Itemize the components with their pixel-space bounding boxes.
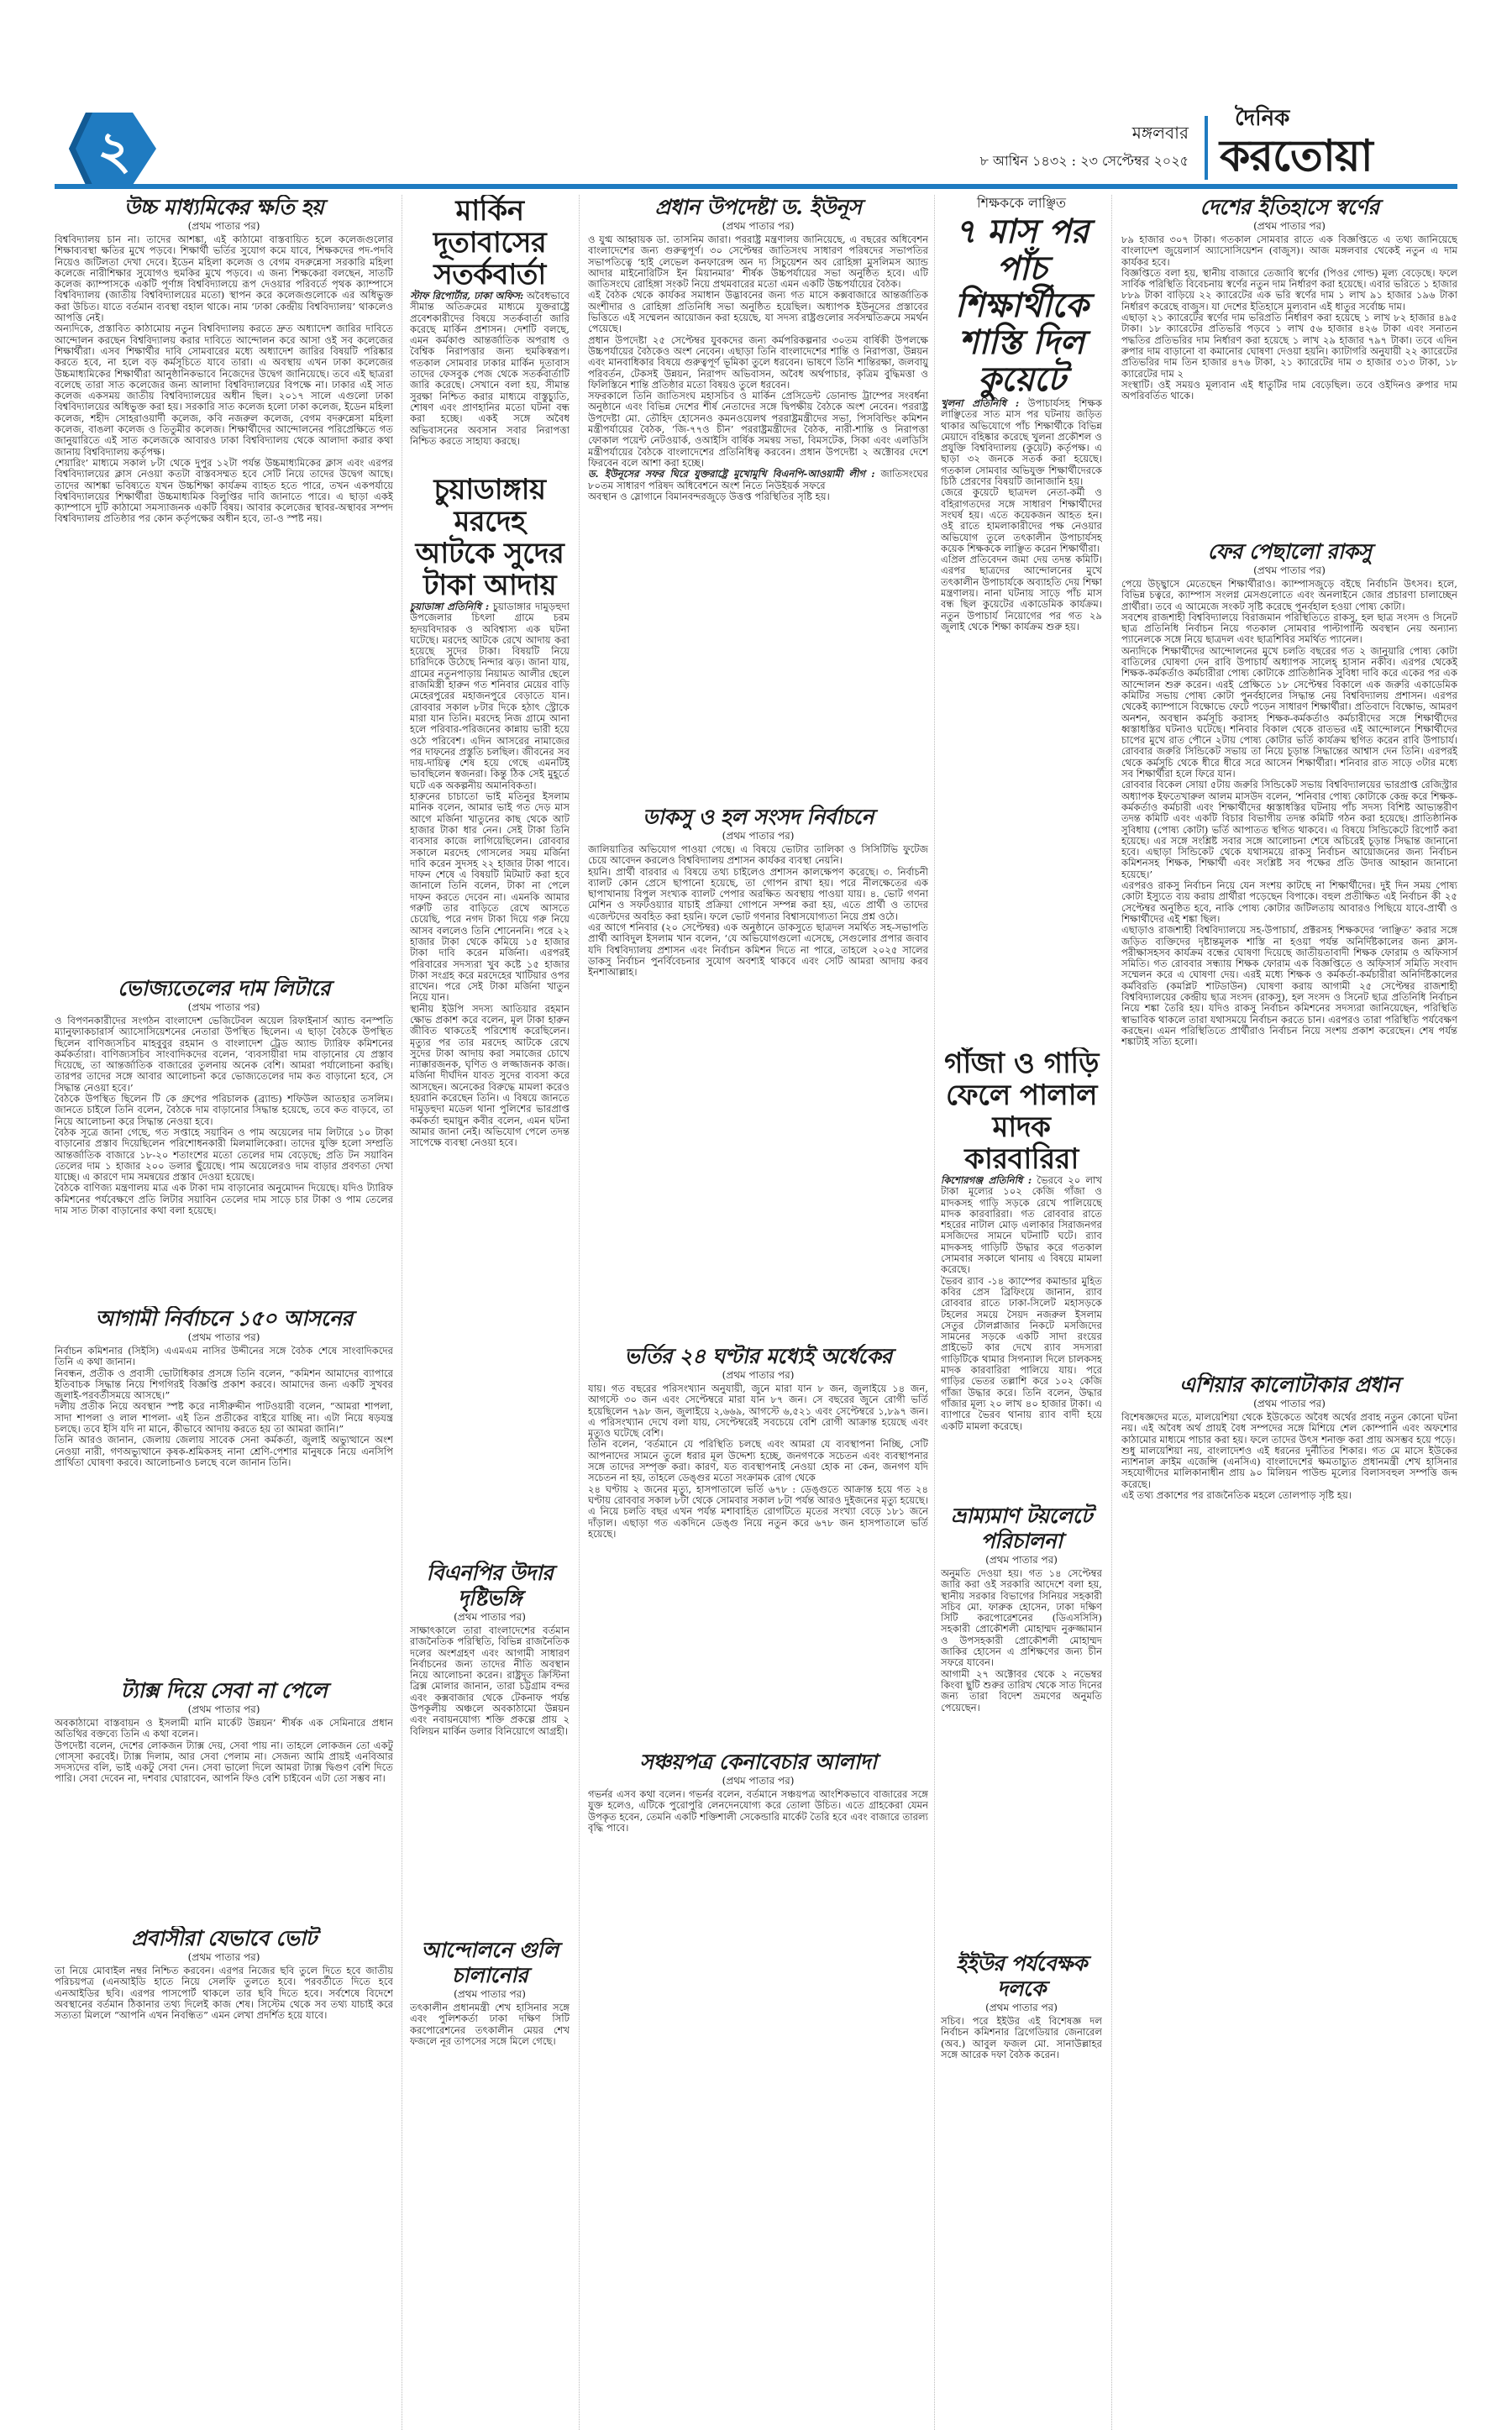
article-body bbox=[55, 1718, 393, 1785]
paragraph-text: এর আগে শনিবার (২০ সেপ্টেম্বর) এক অনুষ্ঠানে ডাকসুতে ছাত্রদল সমর্থিত সহ-সভাপতি প্রার্থী আবিদুল ইসলাম খান বলেন, ‘যে অভিযোগগুলো এসেছে, সেগুলোর প্রপার জবাব যদি বিশ্ববিদ্যালয় প্রশাসন এবং নির্বাচন কমিশন দিতে না পারে, তাহলে ২০২৫ সালের ডাকসু নির্বাচন পুনর্বিবেচনার সুযোগ অবশ্যই থাকবে এবং সেটি আমরা আদায় করব ইনশাআল্লাহ। bbox=[588, 921, 928, 979]
column-divider bbox=[1111, 195, 1112, 2430]
article-headline: আন্দোলনে গুলি চালানোর bbox=[421, 1938, 559, 1987]
continued-label: (প্রথম পাতার পর) bbox=[722, 220, 795, 232]
article-paragraph bbox=[941, 487, 1102, 554]
paragraph-text: তিনি বলেন, ‘বর্তমানে যে পরিস্থিতি চলছে এবং আমরা যে ব্যবস্থাপনা নিচ্ছি, সেটি আপনাদের সামনে তুলে ধরার মূল উদ্দেশ্য হচ্ছে, জনগণকে সচেতন এবং ব্যবস্থাপনার সঙ্গে তাদের সম্পৃক্ত করা। কারণ, যত ব্যবস্থাপনাই নেওয়া হোক না কেন, জনগণ যদি সচেতন না হয়, তাহলে ডেঙ্গুর মতো সংক্রামক রোগ থেকে bbox=[588, 1438, 928, 1484]
article-expat-voting bbox=[55, 1926, 393, 2430]
article-body bbox=[941, 1568, 1102, 1714]
article-paragraph bbox=[410, 1004, 570, 1149]
article-edible-oil bbox=[55, 976, 393, 1304]
article-paragraph bbox=[588, 234, 928, 290]
article-paragraph bbox=[410, 791, 570, 1004]
paragraph-text: তিনি আরও জানান, জেলায় জেলায় সাবেক সেনা কর্মকর্তা, জুলাই অভ্যুত্থানে অংশ নেওয়া নারী, গণঅভ্যুত্থানে কৃষক-শ্রমিকসহ নানা শ্রেণি-পেশার মানুষকে নিয়ে এনসিপি প্রার্থিতা ঘোষণা করবে। আলোচনাও চলছে বলে জানান তিনি। bbox=[55, 1434, 393, 1468]
paragraph-text: এই তথ্য প্রকাশের পর রাজনৈতিক মহলে তোলপাড় সৃষ্টি হয়। bbox=[1121, 1489, 1352, 1502]
article-mobile-toilet bbox=[941, 1504, 1102, 1949]
article-paragraph bbox=[55, 234, 393, 323]
article-paragraph bbox=[55, 323, 393, 458]
paragraph-text: এছাড়া ২১ ক্যারেটের স্বর্ণের দাম ভরিপ্রতি নির্ধারণ করা হয়েছে ১ লাখ ৮২ হাজার ৪৯৫ টাকা। ১৮ ক্যারেটের প্রতিভরি পড়বে ১ লাখ ৫৬ হাজার ৪২৬ টাকা এবং সনাতন পদ্ধতির প্রতিভরির দাম নির্ধারণ করা হয়েছে ১ লাখ ২৯ হাজার ৭৯৭ টাকা। তবে এদিন রুপার দাম বাড়ানো বা কমানোর ঘোষণা দেওয়া হয়নি। ক্যাটাগরি অনুযায়ী ২২ ক্যারেটের প্রতিভরির দাম তিন হাজার ৪৭৬ টাকা, ২১ ক্যারেটের দাম ৩ হাজার ৩১৩ টাকা, ১৮ ক্যারেটের দাম ২ bbox=[1121, 312, 1457, 380]
article-kicker: শিক্ষককে লাঞ্ছিত bbox=[977, 195, 1066, 211]
article-paragraph bbox=[55, 1183, 393, 1216]
article-paragraph bbox=[588, 922, 928, 978]
article-paragraph bbox=[1121, 779, 1457, 880]
paragraph-text: জাতিসংঘের ৮০তম সাধারণ পরিষদ অধিবেশনে অংশ নিতে নিউইয়র্ক সফরে bbox=[588, 468, 928, 491]
article-paragraph bbox=[1121, 1446, 1457, 1490]
article-paragraph bbox=[941, 1175, 1102, 1276]
paragraph-text: ভৈরবে ২০ লাখ টাকা মূল্যের ১০২ কেজি গাঁজা ও মাদকসহ গাড়ি সড়কে রেখে পালিয়েছে মাদক কারবারিরা। গত রোববার রাতে শহরের নাটাল মোড় এলাকার সিরাজনগর মসজিদের সামনে ঘটনাটি ঘটে। র‍্যাব মাদকসহ গাড়িটি উদ্ধার করে গতকাল সোমবার সকালে থানায় এ বিষয়ে মামলা করেছে। bbox=[941, 1174, 1102, 1276]
article-paragraph bbox=[1121, 312, 1457, 380]
continued-label: (প্রথম পাতার পর) bbox=[454, 1611, 526, 1623]
paragraph-text: অবকাঠামো বাস্তবায়ন ও ইসলামী মানি মার্কেট উন্নয়ন’ শীর্ষক এক সেমিনারে প্রধান অতিথির বক্তব্যে তিনি এ কথা বলেন। bbox=[55, 1717, 393, 1740]
article-byline: চুয়াডাঙ্গা প্রতিনিধি : bbox=[410, 601, 490, 612]
article-paragraph bbox=[1121, 612, 1457, 646]
article-headline: দেশের ইতিহাসে স্বর্ণের bbox=[1200, 195, 1379, 219]
article-paragraph bbox=[55, 458, 393, 525]
page-number-badge bbox=[67, 111, 158, 186]
article-subhead: ড. ইউনূসের সফর ঘিরে যুক্তরাষ্ট্রে মুখোমুখি বিএনপি-আওয়ামী লীগ : bbox=[588, 468, 875, 480]
article-body bbox=[941, 398, 1102, 632]
article-paragraph bbox=[410, 1625, 570, 1737]
article-chief-adviser bbox=[588, 195, 928, 801]
article-paragraph bbox=[1121, 268, 1457, 312]
article-paragraph bbox=[55, 1435, 393, 1468]
article-dengue bbox=[588, 1344, 928, 1747]
article-body bbox=[1121, 234, 1457, 402]
article-headline: আগামী নির্বাচনে ১৫০ আসনের bbox=[95, 1306, 353, 1330]
article-body bbox=[588, 234, 928, 502]
article-paragraph bbox=[1121, 646, 1457, 780]
paragraph-text: শেয়ারিং’ মাধ্যমে সকাল ৮টা থেকে দুপুর ১২টা পর্যন্ত উচ্চমাধ্যমিকের ক্লাস এবং এরপর বিশ্ববিদ্যালয়ের ক্লাস নেওয়া কতটা বাস্তবসম্মত হবে সেটি নিয়ে তাদের উদ্বেগ আছে। তাদের আশঙ্কা ভবিষ্যতে যখন উচ্চশিক্ষা কার্যক্রম ব্যাহত হতে পারে, তখন একপর্যায়ে বিশ্ববিদ্যালয়ের শিক্ষার্থীরা উচ্চমাধ্যমিক বিলুপ্তির দাবি জানাতে পারে। এ ছাড়া একই ক্যাম্পাসে দুটি কাঠামো সমস্যাজনক একটি বিষয়। আবার কলেজের স্থাবর-অস্থাবর সম্পদ বিশ্ববিদ্যালয় প্রতিষ্ঠার পর কোন কর্তৃপক্ষের অধীন হবে, তা-ও স্পষ্ট নয়। bbox=[55, 456, 393, 525]
continued-label: (প্রথম পাতার পর) bbox=[722, 1369, 795, 1381]
article-body bbox=[55, 1016, 393, 1216]
article-paragraph bbox=[55, 1016, 393, 1094]
continued-label: (প্রথম পাতার পর) bbox=[1253, 564, 1326, 576]
masthead-title: করতোয়া bbox=[1220, 131, 1373, 181]
paragraph-text: প্রধান উপদেষ্টা ২৫ সেপ্টেম্বর যুবকদের জন্য কর্মপরিকল্পনার ৩০তম বার্ষিকী উপলক্ষে উচ্চপর্যায়ের বৈঠকেও অংশ নেবেন। এছাড়া তিনি বাংলাদেশের শান্তি ও নিরাপত্তা, উন্নয়ন এবং মানবাধিকার বিষয়ে গুরুত্বপূর্ণ ভূমিকা তুলে ধরবেন। ভাষণে তিনি শান্তিরক্ষা, জলবায়ু পরিবর্তন, টেকসই উন্নয়ন, নিরাপদ অভিবাসন, অবৈধ অর্থপাচার, কৃত্রিম বুদ্ধিমত্তা ও ফিলিস্তিনে শান্তি প্রতিষ্ঠার মতো বিষয়ও তুলে ধরবেন। bbox=[588, 333, 928, 391]
article-paragraph bbox=[588, 844, 928, 867]
paragraph-text: সফরকালে তিনি জাতিসংঘ মহাসচিব ও মার্কিন প্রেসিডেন্ট ডোনাল্ড ট্রাম্পের সংবর্ধনা অনুষ্ঠানে এবং বিভিন্ন দেশের শীর্ষ নেতাদের সঙ্গে দ্বিপক্ষীয় বৈঠকে অংশ নেবেন। পররাষ্ট্র উপদেষ্টা মো. তৌহিদ হোসেনও কমনওয়েলথ পররাষ্ট্রমন্ত্রীদের সভা, পিসবিল্ডিং কমিশন মন্ত্রীপর্যায়ের বৈঠক, ‘জি-৭৭ও চীন’ পররাষ্ট্রমন্ত্রীদের বৈঠক, নারী-শান্তি ও নিরাপত্তা ফোকাল পয়েন্ট নেটওয়ার্ক, ওআইসি বার্ষিক সমন্বয় সভা, বিমসটেক, সিকা এবং এলডিসি মন্ত্রীপর্যায়ের বৈঠকে বাংলাদেশের প্রতিনিধিত্ব করবেন। প্রধান উপদেষ্টা ২ অক্টোবর দেশে ফিরবেন বলে আশা করা হচ্ছে। bbox=[588, 390, 928, 469]
article-body bbox=[588, 1383, 928, 1540]
article-headline: ভোজ্যতেলের দাম লিটারে bbox=[118, 976, 330, 1000]
article-paragraph bbox=[588, 335, 928, 391]
article-body bbox=[941, 2016, 1102, 2060]
article-paragraph bbox=[1121, 880, 1457, 925]
article-headline: ফের পেছালো রাকসু bbox=[1207, 539, 1372, 564]
article-kuet bbox=[941, 195, 1102, 1045]
article-headline: গাঁজা ও গাড়ি ফেলে পালাল মাদক কারবারিরা bbox=[944, 1047, 1099, 1176]
paragraph-text: গভর্নর এসব কথা বলেন। গভর্নর বলেন, বর্তমানে সঞ্চয়পত্র আংশিকভাবে বাজারের সঙ্গে যুক্ত হলেও, এটিকে পুরোপুরি লেনদেনযোগ্য করে তোলা উচিত। এতে গ্রাহকেরা যেমন উপকৃত হবেন, তেমনি একটি শক্তিশালী সেকেন্ডারি মার্কেট তৈরি হবে এবং বাজারে তারল্য বৃদ্ধি পাবে। bbox=[588, 1788, 928, 1834]
paragraph-text: এই বৈঠক থেকে কার্যকর সমাধান উদ্ভাবনের জন্য গত মাসে কক্সবাজারে আন্তর্জাতিক অংশীদার ও রোহিঙ্গা প্রতিনিধি সভা অনুষ্ঠিত হয়েছিল। অধ্যাপক ইউনূসের প্রস্তাবের ভিত্তিতে এই সম্মেলন আয়োজন করা হয়েছে, যা সদস্য রাষ্ট্রগুলোর সর্বসম্মতিক্রমে সমর্থন পেয়েছে। bbox=[588, 289, 928, 335]
continued-label: (প্রথম পাতার পর) bbox=[722, 1775, 795, 1787]
paragraph-text: তৎকালীন প্রধানমন্ত্রী শেখ হাসিনার সঙ্গে এবং পুলিশকর্তা ঢাকা দক্ষিণ সিটি করপোরেশনের তৎকালীন মেয়র শেখ ফজলে নূর তাপসের সঙ্গে মিলে গেছে। bbox=[410, 2002, 570, 2047]
article-us-embassy bbox=[410, 195, 570, 472]
hexagon-page-icon bbox=[67, 111, 158, 186]
paragraph-text: উপদেষ্টা বলেন, দেশের লোকজন ট্যাক্স দেয়, সেবা পায় না। তাহলে লোকজন তো একটু গোস্সা করবেই। ট্যাক্স দিলাম, আর সেবা পেলাম না। সেজন্য আমি প্রায়ই এনবিআর সদস্যদের বলি, ভাই একটু সেবা দেন। সেবা ভালো দিলে আমরা ট্যাক্স দ্বিগুণ বেশি দিতে পারি। সেবা দেবেন না, দশবার ঘোরাবেন, আপনি ফিও বেশি চাইবেন এটা তো সম্ভব না। bbox=[55, 1739, 393, 1785]
svg-text:২: ২ bbox=[97, 119, 132, 181]
paragraph-text: রোববার বিকেল সোয়া ৫টায় জরুরি সিন্ডিকেট সভায় বিশ্ববিদ্যালয়ের ভারপ্রাপ্ত রেজিস্ট্রার অধ্যাপক ইফতেখারুল আলম মাসউদ বলেন, ‘শনিবার পোষ্য কোটাকে কেন্দ্র করে শিক্ষক-কর্মকর্তাও কর্মচারী এবং শিক্ষার্থীদের ধ্বস্তাধস্তির ঘটনায় পাঁচ সদস্য বিশিষ্ট আভ্যন্তরীণ তদন্ত কমিটি এবং একটি বিচার বিভাগীয় তদন্ত কমিটি গঠন করা হয়েছে। প্রাতিষ্ঠানিক সুবিধায় (পোষ্য কোটা) ভর্তি আপাতত স্থগিত থাকবে। এ বিষয়ে সিন্ডিকেটে রিপোর্ট করা হয়েছে। এর সঙ্গে সংশ্লিষ্ট সবার সঙ্গে আলোচনা শেষে অচিরেই চূড়ান্ত সিদ্ধান্ত জানানো হবে। এছাড়া সিন্ডিকেট থেকে যথাসময়ে রাকসু নির্বাচন আয়োজনের জন্য নির্বাচন কমিশনসহ শিক্ষক, শিক্ষার্থী এবং সংশ্লিষ্ট সব পক্ষের প্রতি উদাত্ত আহ্বান জানানো হয়েছে।’ bbox=[1121, 779, 1457, 880]
weekday: মঙ্গলবার bbox=[1131, 123, 1189, 143]
paragraph-text: এছাড়াও রাজশাহী বিশ্ববিদ্যালয়ে সহ-উপাচার্য, প্রক্টরসহ শিক্ষকদের ‘লাঞ্ছিত’ করার সঙ্গে জড়িত ব্যক্তিদের দৃষ্টান্তমূলক শাস্তি না হওয়া পর্যন্ত অনির্দিষ্টকালের জন্য ক্লাস-পরীক্ষাসহসব কার্যক্রম বন্ধের ঘোষণা দিয়েছে জাতীয়তাবাদী শিক্ষক ফোরাম ও অফিসার্স সমিতি। গত রোববার সন্ধ্যায় শিক্ষক ফোরাম এক বিজ্ঞপ্তিতে ও অফিসার্স সমিতি সংবাদ সম্মেলন করে এ ঘোষণা দেয়। এরই মধ্যে শিক্ষক ও কর্মকর্তা-কর্মচারীরা অনির্দিষ্টকালের কর্মবিরতি (কমপ্লিট শাটডাউন) ঘোষণা করায় আগামী ২৫ সেপ্টেম্বর রাজশাহী বিশ্ববিদ্যালয়ের কেন্দ্রীয় ছাত্র সংসদ (রাকসু), হল সংসদ ও সিনেট ছাত্র প্রতিনিধি নির্বাচন নিয়ে শঙ্কা তৈরি হয়। যদিও রাকসু নির্বাচন কমিশনের সদস্যরা জানিয়েছেন, পরিস্থিতি স্বাভাবিক থাকলে তারা যথাসময়ে নির্বাচন করতে চান। এরপরও তারা পরিস্থিতি পর্যবেক্ষণ করছেন। এমন পরিস্থিতিতে প্রার্থীরাও নির্বাচন নিয়ে সংশয় প্রকাশ করেছেন। শেষ পর্যন্ত শঙ্কাটাই সত্যি হলো। bbox=[1121, 924, 1457, 1048]
paragraph-text: ও বিপণনকারীদের সংগঠন বাংলাদেশ ভেজিটেবল অয়েল রিফাইনার্স অ্যান্ড বনস্পতি ম্যানুফ্যাকচারার্স অ্যাসোসিয়েশনের নেতারা উপস্থিত ছিলেন। এ ছাড়া বৈঠকে উপস্থিত ছিলেন বাণিজ্যসচিব মাহবুবুর রহমান ও বাংলাদেশ ট্রেড অ্যান্ড ট্যারিফ কমিশনের কর্মকর্তারা। বাণিজ্যসচিব সাংবাদিকদের বলেন, ‘ব্যবসায়ীরা দাম বাড়ানোর যে প্রস্তাব দিয়েছে, তা আন্তর্জাতিক বাজারের তুলনায় অনেক বেশি। আমরা পর্যালোচনা করছি। তারপর তাদের সঙ্গে আবার আলোচনা করে ভোজ্যতেলের দাম কত বাড়ানো হবে, সে সিদ্ধান্ত নেওয়া হবে।’ bbox=[55, 1015, 393, 1094]
article-body bbox=[410, 291, 570, 447]
article-higher-secondary bbox=[55, 195, 393, 974]
article-body bbox=[55, 1966, 393, 2021]
continued-label: (প্রথম পাতার পর) bbox=[187, 1703, 260, 1715]
paragraph-text: দলীয় প্রতীক নিয়ে অবস্থান স্পষ্ট করে নাসীরুদ্দীন পাটওয়ারী বলেন, “আমরা শাপলা, সাদা শাপলা ও লাল শাপলা- এই তিন প্রতীকের বাইরে যাচ্ছি না। এটা নিয়ে ষড়যন্ত্র চলছে। তবে ইসি যদি না মানে, কীভাবে আদায় করতে হয় তা আমরা জানি।” bbox=[55, 1400, 393, 1435]
paragraph-text: হারুনের চাচাতো ভাই মতিনুর ইসলাম মানিক বলেন, আমার ভাই গত দেড় মাস আগে মর্জিনা খাতুনের কাছ থেকে আট হাজার টাকা ধার নেন। সেই টাকা তিনি ব্যবসার কাজে লাগিয়েছিলেন। রোববার সকালে মরদেহ গোসলের সময় মর্জিনা দাবি করেন সুদসহ ২২ হাজার টাকা পাবে। দাফন শেষে এ বিষয়টি মিটমাট করা হবে জানালে তিনি বলেন, টাকা না পেলে দাফন করতে দেবেন না। এমনকি আমার গরুটি তার বাড়িতে রেখে আসতে চেয়েছি, পরে নগদ টাকা দিয়ে গরু নিয়ে আসব বললেও তিনি শোনেননি। পরে ২২ হাজার টাকা থেকে কমিয়ে ১৫ হাজার টাকা দাবি করেন মর্জিনা। এরপরই পরিবারের সদস্যরা খুব কষ্টে ১৫ হাজার টাকা সংগ্রহ করে মরদেহের খাটিয়ার ওপর রাখেন। পরে সেই টাকা মর্জিনা খাতুন নিয়ে যান। bbox=[410, 790, 570, 1004]
paragraph-text: সাক্ষাৎকালে তারা বাংলাদেশের বর্তমান রাজনৈতিক পরিস্থিতি, বিভিন্ন রাজনৈতিক দলের অংশগ্রহণ এবং আগামী সাধারণ নির্বাচনের জন্য তাদের নীতি অবস্থান নিয়ে আলোচনা করেন। রাষ্ট্রদূত ক্রিস্টিনা ব্রিক্স মোলার জানান, তারা চট্টগ্রাম বন্দর এবং কক্সবাজার থেকে টেকনাফ পর্যন্ত উপকূলীয় অঞ্চলে অবকাঠামো উন্নয়ন এবং নবায়নযোগ্য শক্তি প্রকল্পে প্রায় ২ বিলিয়ন মার্কিন ডলার বিনিয়োগে আগ্রহী। bbox=[410, 1624, 570, 1737]
article-paragraph bbox=[588, 1789, 928, 1834]
paragraph-text: জালিয়াতির অভিযোগ পাওয়া গেছে। এ বিষয়ে ভোটার তালিকা ও সিসিটিভি ফুটেজ চেয়ে আবেদন করলেও বিশ্ববিদ্যালয় প্রশাসন কার্যকর ব্যবস্থা নেয়নি। bbox=[588, 843, 928, 867]
paragraph-text: শুধু মালয়েশিয়া নয়, বাংলাদেশও এই ধরনের দুর্নীতির শিকার। গত মে মাসে ইউকের ন্যাশনাল ক্রাইম এজেন্সি (এনসিএ) বাংলাদেশের ক্ষমতাচ্যুত প্রধানমন্ত্রী শেখ হাসিনার সহযোগীদের মালিকানাধীন প্রায় ৯০ মিলিয়ন পাউন্ড মূল্যের বিলাসবহুল সম্পত্তি জব্দ করেছে। bbox=[1121, 1444, 1457, 1490]
paragraph-text: চুয়াডাঙ্গার দামুড়হুদা উপজেলার চিৎলা গ্রামে চরম হৃদয়বিদারক ও অবিশ্বাস্য এক ঘটনা ঘটেছে। মরদেহ আটকে রেখে আদায় করা হয়েছে সুদের টাকা। বিষয়টি নিয়ে চারিদিকে উঠেছে নিন্দার ঝড়। জানা যায়, গ্রামের নতুনপাড়ায় নিয়ামত আলীর ছেলে রাজমিস্ত্রী হারুন গত শনিবার মেয়ের বাড়ি মেহেরপুরের মহাজনপুরে বেড়াতে যান। রোববার সকাল ৮টার দিকে হঠাৎ স্ট্রোকে মারা যান তিনি। মরদেহ নিজ গ্রামে আনা হলে পরিবার-পরিজনের কান্নায় ভারী হয়ে ওঠে পরিবেশ। এদিন আসরের নামাজের পর দাফনের প্রস্তুতি চলছিল। জীবনের সব দায়-দায়িত্ব শেষ হয়ে গেছে এমনটিই ভাবছিলেন স্বজনরা। কিন্তু ঠিক সেই মুহূর্তে ঘটে এক অকল্পনীয় অমানবিকতা। bbox=[410, 601, 570, 791]
paragraph-text: স্থানীয় ইউপি সদস্য আতিয়ার রহমান ক্ষোভ প্রকাশ করে বলেন, মূল টাকা হারুন জীবিত থাকতেই পরিশোধ করেছিলেন। মৃত্যুর পর তার মরদেহ আটকে রেখে সুদের টাকা আদায় করা সমাজের চোখে ন্যাক্কারজনক, ঘৃণিত ও লজ্জাজনক কাজ। মর্জিনা দীর্ঘদিন যাবত সুদের ব্যবসা করে আসছেন। অনেকের বিরুদ্ধে মামলা করেও হয়রানি করেছেন তিনি। এ বিষয়ে জানতে দামুড়হুদা মডেল থানা পুলিশের ভারপ্রাপ্ত কর্মকর্তা হুমায়ুন কবীর বলেন, এমন ঘটনা আমার জানা নেই। অভিযোগ পেলে তদন্ত সাপেক্ষে ব্যবস্থা নেওয়া হবে। bbox=[410, 1002, 570, 1149]
paragraph-text: যায়। গত বছরের পরিসংখ্যান অনুযায়ী, জুনে মারা যান ৮ জন, জুলাইয়ে ১৪ জন, আগস্টে ৩০ জন এবং সেপ্টেম্বরে মারা যান ৮৭ জন। সে বছরের জুনে রোগী ভর্তি হয়েছিলেন ৭৯৮ জন, জুলাইয়ে ২,৬৬৯, আগস্টে ৬,৫২১ এবং সেপ্টেম্বরে ১,৮৯৭ জন। এ পরিসংখ্যান দেখে বলা যায়, সেপ্টেম্বরেই সবচেয়ে বেশি রোগী আক্রান্ত হয়েছে এবং মৃত্যুও ঘটেছে বেশি। bbox=[588, 1383, 928, 1440]
paragraph-text: ৮৯ হাজার ৩০৭ টাকা। গতকাল সোমবার রাতে এক বিজ্ঞপ্তিতে এ তথ্য জানিয়েছে বাংলাদেশ জুয়েলার্স অ্যাসোসিয়েশন (বাজুস)। আজ মঙ্গলবার থেকেই নতুন এ দাম কার্যকর হবে। bbox=[1121, 234, 1457, 268]
paragraph-text: ও যুগ্ম আহ্বায়ক ডা. তাসনিম জারা। পররাষ্ট্র মন্ত্রণালয় জানিয়েছে, এ বছরের অধিবেশন বাংলাদেশের জন্য গুরুত্বপূর্ণ। ৩০ সেপ্টেম্বর জাতিসংঘ সাধারণ পরিষদের সভাপতির সভাপতিত্বে ‘হাই লেভেল কনফারেন্স অন দ্য সিচুয়েশন অব রোহিঙ্গা মুসলিমস অ্যান্ড আদার মাইনোরিটিস ইন মিয়ানমার’ শীর্ষক উচ্চপর্যায়ের সভা অনুষ্ঠিত হবে। এটি জাতিসংঘে রোহিঙ্গা সংকট নিয়ে প্রথমবারের মতো এমন একটি উচ্চপর্যায়ের বৈঠক। bbox=[588, 234, 928, 291]
article-headline: ভ্রাম্যমাণ টয়লেটে পরিচালনা bbox=[951, 1504, 1092, 1553]
paragraph-text: এরপরও রাকসু নির্বাচন নিয়ে যেন সংশয় কাটছে না শিক্ষার্থীদের। দুই দিন সময় পোষ্য কোটা ইস্যুতে ব্যয় করায় প্রার্থীরা পড়েছেন বিপাকে। বহুল প্রতীক্ষিত এই নির্বাচন কী ২৫ সেপ্টেম্বর অনুষ্ঠিত হবে, নাকি পোষ্য কোটার জটিলতায় আবারও পিছিয়ে যাবে-প্রার্থী ও শিক্ষার্থীদের এই শঙ্কা ছিল। bbox=[1121, 879, 1457, 925]
article-cannabis-seizure bbox=[941, 1047, 1102, 1501]
paragraph-text: বিশ্ববিদ্যালয় চান না। তাদের আশঙ্কা, এই কাঠামো বাস্তবায়িত হলে কলেজগুলোর শিক্ষাব্যবস্থা ক্ষতির মুখে পড়বে। শিক্ষার্থী ভর্তির সুযোগ কমে যাবে, শিক্ষকদের পদ-পদবি নিয়েও জটিলতা দেখা দেবে। ইডেন মহিলা কলেজ ও বেগম বদরুন্নেসা সরকারি মহিলা কলেজে নারীশিক্ষার সুযোগও হুমকির মুখে পড়বে। এ জন্য শিক্ষকেরা বলছেন, সাতটি কলেজ ক্যাম্পাসকে একটি পূর্ণাঙ্গ বিশ্ববিদ্যালয়ে রূপ দেওয়ার পরিবর্তে পৃথক ক্যাম্পাসে বিশ্ববিদ্যালয় (জাতীয় বিশ্ববিদ্যালয়ের মতো) স্থাপন করে কলেজগুলোকে এর অধিভুক্ত করা উচিত। যাতে বর্তমান ব্যবস্থা বহাল থাকে। নাম ‘ঢাকা কেন্দ্রীয় বিশ্ববিদ্যালয়’ থাকলেও আপত্তি নেই। bbox=[55, 234, 393, 324]
article-chuadanga bbox=[410, 474, 570, 1557]
paragraph-text: সংস্থাটি। ওই সময়ও মূল্যবান এই ধাতুটির দাম বেড়েছিল। তবে ওইদিনও রুপার দাম অপরিবর্তিত থাকে। bbox=[1121, 378, 1457, 402]
paragraph-text: জেরে কুয়েটে ছাত্রদল নেতা-কর্মী ও বহিরাগতদের সঙ্গে সাধারণ শিক্ষার্থীদের সংঘর্ষ হয়। এতে কয়েকজন আহত হন। ওই রাতে হামলাকারীদের পক্ষ নেওয়ার অভিযোগ তুলে তৎকালীন উপাচার্যসহ কয়েক শিক্ষককে লাঞ্ছিত করেন শিক্ষার্থীরা। bbox=[941, 486, 1102, 554]
article-body bbox=[410, 2002, 570, 2047]
article-body bbox=[588, 844, 928, 979]
article-paragraph bbox=[55, 1094, 393, 1127]
article-paragraph bbox=[1121, 380, 1457, 402]
article-headline: বিএনপির উদার দৃষ্টিভঙ্গি bbox=[426, 1561, 554, 1610]
article-paragraph: অবস্থান ও স্লোগানে বিমানবন্দরজুড়ে উত্তপ্ত পরিস্থিতির সৃষ্টি হয়। bbox=[588, 490, 830, 502]
article-eu-observers bbox=[941, 1951, 1102, 2430]
paragraph-text: বৈঠকে উপস্থিত ছিলেন টি কে গ্রুপের পরিচালক (ব্র্যান্ড) শফিউল আতহার তসলিম। জানতে চাইলে তিনি বলেন, বৈঠকে দাম বাড়ানোর সিদ্ধান্ত হয়েছে, তবে কত বাড়বে, তা নিয়ে আলোচনা করে সিদ্ধান্ত নেওয়া হবে। bbox=[55, 1093, 393, 1127]
article-paragraph bbox=[55, 1401, 393, 1435]
article-bnp bbox=[410, 1561, 570, 1934]
article-paragraph bbox=[588, 1383, 928, 1439]
column-divider bbox=[579, 195, 580, 2430]
masthead bbox=[1220, 106, 1373, 181]
paragraph-text: অন্যদিকে শিক্ষার্থীদের আন্দোলনের মুখে চলতি বছরের গত ২ জানুয়ারি পোষ্য কোটা বাতিলের ঘোষণা দেন রাবি উপাচার্য অধ্যাপক সালেহ্ হাসান নকীব। এরপর থেকেই শিক্ষক-কর্মকর্তাও কর্মচারীরা পোষ্য কোটাকে প্রাতিষ্ঠানিক সুবিধা দাবি করে একের পর এক আন্দোলন শুরু করেন। এরই প্রেক্ষিতে ১৮ সেপ্টেম্বর বিকালে এক জরুরি একাডেমিক কমিটির সভায় পোষ্য কোটা পুনর্বহালের সিদ্ধান্ত নেয় বিশ্ববিদ্যালয় প্রশাসন। এরপর থেকেই ক্যাম্পাসে বিক্ষোভে ফেটে পড়েন সাধারণ শিক্ষার্থীরা। প্রতিবাদে বিক্ষোভ, আমরণ অনশন, অবস্থান কর্মসূচি করাসহ শিক্ষক-কর্মকর্তাও কর্মচারীদের সঙ্গে শিক্ষার্থীদের ধ্বস্তাধস্তির ঘটনাও ঘটেছে। শনিবার বিকাল থেকে রাতভর এই আন্দোলনে শিক্ষার্থীদের চাপের মুখে রাত পৌনে ২টায় পোষ্য কোটার ভর্তি কার্যক্রম স্থগিত করেন রাবি উপাচার্য। রোববার জরুরি সিন্ডিকেট সভায় তা নিয়ে চূড়ান্ত সিদ্ধান্তের আশ্বাস দেন তিনি। এরপরই থেকে কর্মসূচি থেকে ধীরে ধীরে সরে আসেন শিক্ষার্থীরা। শনিবার রাত সাড়ে ৩টার মধ্যে সব শিক্ষার্থীরা হলে ফিরে যান। bbox=[1121, 644, 1457, 780]
article-body bbox=[55, 234, 393, 525]
paragraph-text: বৈঠক সূত্রে জানা গেছে, গত সপ্তাহে সয়াবিন ও পাম অয়েলের দাম লিটারে ১০ টাকা বাড়ানোর প্রস্তাব দিয়েছিলেন পরিশোধনকারী মিলমালিকেরা। তাদের যুক্তি হলো সম্প্রতি আন্তর্জাতিক বাজারে ১৮-২০ শতাংশের মতো তেলের দাম বেড়েছে; প্রতি টন সয়াবিন তেলের দাম ১ হাজার ২০০ ডলার ছুঁয়েছে। পাম অয়েলেরও দাম বাড়ার প্রবণতা দেখা যাচ্ছে। এ কারণে দাম সমন্বয়ের প্রস্তাব দেওয়া হয়েছে। bbox=[55, 1126, 393, 1184]
paragraph-text: বৈঠকে বাণিজ্য মন্ত্রণালয় মাত্র এক টাকা দাম বাড়ানোর অনুমোদন দিয়েছে। যদিও ট্যারিফ কমিশনের পর্যবেক্ষণে প্রতি লিটার সয়াবিন তেলের দাম সাড়ে চার টাকা ও পাম তেলের দাম সাত টাকা বাড়ানোর কথা বলা হয়েছে। bbox=[55, 1182, 393, 1217]
article-savings-certificate bbox=[588, 1750, 928, 2430]
continued-label: (প্রথম পাতার পর) bbox=[985, 1554, 1058, 1566]
article-body bbox=[55, 1346, 393, 1468]
issue-date: ৮ আশ্বিন ১৪৩২ : ২৩ সেপ্টেম্বর ২০২৫ bbox=[979, 153, 1189, 169]
continued-label: (প্রথম পাতার পর) bbox=[187, 1951, 260, 1963]
continued-label: (প্রথম পাতার পর) bbox=[187, 220, 260, 232]
paragraph-text: উপাচার্যসহ শিক্ষক লাঞ্ছিতের সাত মাস পর ঘটনায় জড়িত থাকার অভিযোগে পাঁচ শিক্ষার্থীকে বিভিন্ন মেয়াদে বহিষ্কার করেছে খুলনা প্রকৌশল ও প্রযুক্তি বিশ্ববিদ্যালয় (কুয়েট) কর্তৃপক্ষ। এ ছাড়া ৩২ জনকে সতর্ক করা হয়েছে। গতকাল সোমবার অভিযুক্ত শিক্ষার্থীদেরকে চিঠি প্রেরণের বিষয়টি জানাজানি হয়। bbox=[941, 397, 1102, 488]
article-paragraph bbox=[1121, 1490, 1457, 1501]
article-paragraph bbox=[588, 1484, 928, 1540]
continued-label: (প্রথম পাতার পর) bbox=[985, 2002, 1058, 2013]
paragraph-text: পেয়ে উচ্ছ্বাসে মেতেছেন শিক্ষার্থীরাও। ক্যাম্পাসজুড়ে বইছে নির্বাচনি উৎসব। হলে, বিভিন্ন চত্বরে, ক্যাম্পাস সংলগ্ন মেসগুলোতে এবং অনলাইনে জোর প্রচারণা চালাচ্ছেন প্রার্থীরা। তবে এ আমেজে সংকট সৃষ্টি করেছে পুনর্বহাল হওয়া পোষ্য কোটা। bbox=[1121, 578, 1457, 612]
article-byline: স্টাফ রিপোর্টার, ঢাকা অফিস: bbox=[410, 290, 524, 302]
article-paragraph bbox=[941, 1276, 1102, 1432]
article-headline: ৭ মাস পর পাঁচ শিক্ষার্থীকে শাস্তি দিল কুয়েটে bbox=[954, 212, 1089, 399]
paragraph-text: হয়নি। প্রার্থী বারবার এ বিষয়ে তথ্য চাইলেও প্রশাসন কালক্ষেপণ করেছে। ৩. নির্বাচনী ব্যালট কোন প্রেসে ছাপানো হয়েছে, তা গোপন রাখা হয়। পরে নীলক্ষেতের এক ছাপাখানায় বিপুল সংখ্যক ব্যালট পেপার অরক্ষিত অবস্থায় পাওয়া যায়। ৪. ভোট গণনা মেশিন ও সফটওয়্যার যাচাই প্রক্রিয়া গোপনে সম্পন্ন করা হয়, এতে প্রার্থী ও তাদের এজেন্টদের অবহিত করা হয়নি। ফলে ভোট গণনার বিশ্বাসযোগ্যতা নিয়ে প্রশ্ন ওঠে। bbox=[588, 865, 928, 922]
article-ducsu bbox=[588, 805, 928, 1342]
article-paragraph bbox=[1121, 579, 1457, 612]
article-paragraph bbox=[1121, 925, 1457, 1047]
paragraph-text: সবশেষ রাজশাহী বিশ্ববিদ্যালয়ে বিরাজমান পরিস্থিতিতে রাকসু, হল ছাত্র সংসদ ও সিনেট ছাত্র প্রতিনিধি নির্বাচন নিয়ে গতকাল সোমবার পাল্টাপাল্টি অবস্থান নেয় অন্যান্য প্যানেলকে সঙ্গে নিয়ে ছাত্রদল এবং ছাত্রশিবির সমর্থিত প্যানেল। bbox=[1121, 611, 1457, 646]
article-tax-service bbox=[55, 1678, 393, 1924]
continued-label: (প্রথম পাতার পর) bbox=[1253, 1398, 1326, 1409]
article-paragraph bbox=[410, 601, 570, 791]
article-paragraph bbox=[588, 391, 928, 469]
article-paragraph bbox=[588, 290, 928, 334]
continued-label: (প্রথম পাতার পর) bbox=[187, 1001, 260, 1013]
continued-label: (প্রথম পাতার পর) bbox=[722, 830, 795, 842]
paragraph-text: ২৪ ঘণ্টায় ২ জনের মৃত্যু, হাসপাতালে ভর্তি ৬৭৮ : ডেঙ্গুতে আক্রান্ত হয়ে গত ২৪ ঘণ্টায় রোববার সকাল ৮টা থেকে সোমবার সকাল ৮টা পর্যন্ত আরও দুইজনের মৃত্যু হয়েছে। এ নিয়ে চলতি বছর এখন পর্যন্ত মশাবাহিত রোগটিতে মৃতের সংখ্যা বেড়ে ১৮১ জনে দাঁড়াল। এছাড়া গত একদিনে ডেঙ্গু নিয়ে নতুন করে ৬৭৮ জন হাসপাতালে ভর্তি হয়েছে। bbox=[588, 1483, 928, 1540]
article-paragraph bbox=[941, 398, 1102, 487]
article-paragraph bbox=[55, 1966, 393, 2021]
article-body bbox=[588, 1789, 928, 1834]
paragraph-text: বিশেষজ্ঞদের মতে, মালয়েশিয়া থেকে ইউকেতে অবৈধ অর্থের প্রবাহ নতুন কোনো ঘটনা নয়। এই অবৈধ অর্থ প্রায়ই বৈধ সম্পদের সঙ্গে মিশিয়ে শেল কোম্পানি এবং অফশোর কাঠামোর মাধ্যমে পাচার করা হয়। ফলে তাদের উৎস শনাক্ত করা প্রায় অসম্ভব হয়ে পড়ে। bbox=[1121, 1411, 1457, 1446]
article-body bbox=[410, 601, 570, 1149]
continued-label: (প্রথম পাতার পর) bbox=[1253, 220, 1326, 232]
header-divider bbox=[1205, 116, 1208, 180]
article-body bbox=[941, 1175, 1102, 1432]
article-paragraph bbox=[941, 1568, 1102, 1669]
paragraph-text: ভৈরব র‍্যাব -১৪ ক্যাম্পের কমান্ডার মুহিত কবির প্রেস ব্রিফিংয়ে জানান, র‍্যাব রোববার রাতে ঢাকা-সিলেট মহাসড়কে টহলের সময়ে সৈয়দ নজরুল ইসলাম সেতুর টোলপ্লাজার নিকটে মসজিদের সামনের সড়কে একটি সাদা রংয়ের প্রাইভেট কার দেখে র‍্যাব সদস্যরা গাড়িটিকে থামার সিগন্যাল দিলে চালকসহ মাদক কারবারিরা পালিয়ে যায়। পরে গাড়ির ভেতর তল্লাশি করে ১০২ কেজি গাঁজা উদ্ধার করে। তিনি বলেন, উদ্ধার গাঁজার মূল্য ২০ লাখ ৪০ হাজার টাকা। এ ব্যাপারে ভৈরব থানায় র‍্যাব বাদী হয়ে একটি মামলা করেছে। bbox=[941, 1274, 1102, 1432]
article-paragraph bbox=[410, 2002, 570, 2047]
paragraph-text: নিবন্ধন, প্রতীক ও প্রবাসী ভোটাধিকার প্রসঙ্গে তিনি বলেন, “কমিশন আমাদের ব্যাপারে ইতিবাচক সিদ্ধান্ত নিয়ে শিগগিরই বিজ্ঞপ্তি প্রকাশ করবে। আমাদের জন্য একটি সুখবর জুলাই-পরবর্তীসময়ে আসছে।” bbox=[55, 1367, 393, 1402]
article-paragraph bbox=[55, 1740, 393, 1785]
header-rule bbox=[55, 184, 1457, 189]
article-headline: প্রধান উপদেষ্টা ড. ইউনূস bbox=[654, 195, 862, 219]
paragraph-text: আগামী ২৭ অক্টোবর থেকে ২ নভেম্বর কিংবা ছুটি শুরুর তারিখ থেকে সাত দিনের জন্য তারা বিদেশ ভ্রমণের অনুমতি পেয়েছেন। bbox=[941, 1667, 1102, 1714]
paragraph-text: বিজ্ঞপ্তিতে বলা হয়, স্থানীয় বাজারে তেজাবি স্বর্ণের (পিওর গোল্ড) মূল্য বেড়েছে। ফলে সার্বিক পরিস্থিতি বিবেচনায় স্বর্ণের নতুন দাম নির্ধারণ করা হয়েছে। এবার ভরিতে ১ হাজার ৮৮৯ টাকা বাড়িয়ে ২২ ক্যারেটের এক ভরি স্বর্ণের দাম ১ লাখ ৯১ হাজার ১৯৬ টাকা নির্ধারণ করেছে বাজুস। যা দেশের ইতিহাসে মূল্যবান এই ধাতুর সর্বোচ্চ দাম। bbox=[1121, 266, 1457, 312]
article-headline: মার্কিন দূতাবাসের সতর্কবার্তা bbox=[433, 195, 547, 291]
article-paragraph bbox=[1121, 1412, 1457, 1446]
paragraph-text: অনুমতি দেওয়া হয়। গত ১৪ সেপ্টেম্বর জারি করা ওই সরকারি আদেশে বলা হয়, স্থানীয় সরকার বিভাগের সিনিয়র সহকারী সচিব মো. ফারুক হোসেন, ঢাকা দক্ষিণ সিটি করপোরেশনের (ডিএসসিসি) সহকারী প্রোকৌশলী মোহাম্মদ নুরুজ্জামান ও উপসহকারী প্রোকৌশলী মোহাম্মদ জাকির হোসেন এ প্রশিক্ষণের জন্য চীন সফরে যাবেন। bbox=[941, 1567, 1102, 1669]
article-headline: ডাকসু ও হল সংসদ নির্বাচনে bbox=[643, 805, 874, 829]
continued-label: (প্রথম পাতার পর) bbox=[454, 1988, 526, 2000]
article-paragraph bbox=[941, 2016, 1102, 2060]
article-headline: সঞ্চয়পত্র কেনাবেচার আলাদা bbox=[639, 1750, 877, 1774]
article-paragraph bbox=[55, 1346, 393, 1368]
article-byline: খুলনা প্রতিনিধি : bbox=[941, 397, 1020, 409]
article-paragraph bbox=[55, 1127, 393, 1183]
article-paragraph bbox=[588, 867, 928, 922]
article-paragraph bbox=[941, 1669, 1102, 1714]
article-headline: উচ্চ মাধ্যমিকের ক্ষতি হয় bbox=[123, 195, 324, 219]
paragraph-text: এপ্রিল প্রতিবেদন জমা দেয় তদন্ত কমিটি। এরপর ছাত্রদের আন্দোলনের মুখে তৎকালীন উপাচার্যকে অব্যাহতি দেয় শিক্ষা মন্ত্রণালয়। নানা ঘটনায় সাড়ে পাঁচ মাস বন্ধ ছিল কুয়েটের একাডেমিক কার্যক্রম। নতুন উপাচার্য নিয়োগের পর গত ২৯ জুলাই থেকে শিক্ষা কার্যক্রম শুরু হয়। bbox=[941, 554, 1102, 632]
article-headline: এশিয়ার কালোটাকার প্রধান bbox=[1179, 1372, 1399, 1397]
article-paragraph bbox=[941, 554, 1102, 632]
continued-label: (প্রথম পাতার পর) bbox=[187, 1331, 260, 1343]
article-rucsu bbox=[1121, 539, 1457, 1371]
column-divider bbox=[934, 195, 935, 2430]
masthead-prefix: দৈনিক bbox=[1235, 106, 1290, 131]
article-body bbox=[1121, 1412, 1457, 1501]
article-byline: কিশোরগঞ্জ প্রতিনিধি : bbox=[941, 1174, 1032, 1186]
article-headline: প্রবাসীরা যেভাবে ভোট bbox=[131, 1926, 317, 1950]
article-headline: ট্যাক্স দিয়ে সেবা না পেলে bbox=[120, 1678, 328, 1703]
paragraph-text: নির্বাচন কমিশনার (সিইসি) এএমএম নাসির উদ্দীনের সঙ্গে বৈঠক শেষে সাংবাদিকদের তিনি এ কথা জানান। bbox=[55, 1345, 393, 1368]
paragraph-text: অন্যদিকে, প্রস্তাবিত কাঠামোয় নতুন বিশ্ববিদ্যালয় করতে দ্রুত অধ্যাদেশ জারির দাবিতে আন্দোলন করছেন বিশ্ববিদ্যালয় করার দাবিতে আন্দোলন করে আসা ওই সব কলেজের শিক্ষার্থীরা। এসব শিক্ষার্থীর দাবি সোমবারের মধ্যে অধ্যাদেশ জারির বিষয়টি পরিষ্কার করতে হবে, না হলে বড় কর্মসূচিতে যাবে তারা। এ অবস্থায় এখন ঢাকা কলেজের উচ্চমাধ্যমিকের শিক্ষার্থীরা আনুষ্ঠানিকভাবে নিজেদের উদ্বেগ জানিয়েছে। তবে এই ছাত্ররা বলেছে তারা সাত কলেজের জন্য আলাদা বিশ্ববিদ্যালয়ের বিপক্ষে না। ঢাকার এই সাত কলেজ একসময় জাতীয় বিশ্ববিদ্যালয়ের অধীন ছিল। ২০১৭ সালে এগুলো ঢাকা বিশ্ববিদ্যালয়ের অধিভুক্ত করা হয়। সরকারি সাত কলেজ হলো ঢাকা কলেজ, ইডেন মহিলা কলেজ, শহীদ সোহরাওয়ার্দী কলেজ, কবি নজরুল কলেজ, বেগম বদরুন্নেসা মহিলা কলেজ, বাঙলা কলেজ ও তিতুমীর কলেজ। শিক্ষার্থীদের আন্দোলনের পরিপ্রেক্ষিতে গত জানুয়ারিতে এই সাত কলেজকে আবারও ঢাকা বিশ্ববিদ্যালয় থেকে আলাদা করার কথা জানায় বিশ্ববিদ্যালয় কর্তৃপক্ষ। bbox=[55, 323, 393, 458]
paragraph-text: অবৈধভাবে সীমান্ত অতিক্রমের মাধ্যমে যুক্তরাষ্ট্রে প্রবেশকারীদের বিষয়ে সতর্কবার্তা জারি করেছে মার্কিন প্রশাসন। দেশটি বলছে, এমন কর্মকাণ্ড আন্তর্জাতিক অপরাধ ও বৈশ্বিক নিরাপত্তার জন্য হুমকিস্বরূপ। গতকাল সোমবার ঢাকার মার্কিন দূতাবাস তাদের ফেসবুক পেজ থেকে সতর্কবার্তাটি জারি করেছে। সেখানে বলা হয়, সীমান্ত সুরক্ষা নিশ্চিত করার মাধ্যমে বাস্তুচ্যুতি, শোষণ এবং প্রাণহানির মতো ঘটনা বন্ধ করা হচ্ছে। একই সঙ্গে অবৈধ অভিবাসনের অবসান সবার নিরাপত্তা নিশ্চিত করতে সাহায্য করছে। bbox=[410, 290, 570, 447]
article-headline: ইইউর পর্যবেক্ষক দলকে bbox=[955, 1951, 1087, 2001]
article-next-election bbox=[55, 1306, 393, 1676]
article-movement-firing bbox=[410, 1938, 570, 2430]
article-asia-black-money bbox=[1121, 1372, 1457, 2430]
article-paragraph bbox=[588, 469, 928, 491]
article-paragraph bbox=[588, 1439, 928, 1483]
article-paragraph bbox=[410, 291, 570, 447]
article-headline: ভর্তির ২৪ ঘণ্টার মধ্যেই অর্ধেকের bbox=[624, 1344, 892, 1368]
article-paragraph bbox=[55, 1368, 393, 1402]
article-headline: চুয়াডাঙ্গায় মরদেহ আটকে সুদের টাকা আদায় bbox=[415, 474, 564, 602]
article-paragraph bbox=[1121, 234, 1457, 268]
article-body bbox=[410, 1625, 570, 1737]
article-paragraph bbox=[55, 1718, 393, 1740]
paragraph-text: সচিব। পরে ইইউর এই বিশেষজ্ঞ দল নির্বাচন কমিশনার ব্রিগেডিয়ার জেনারেল (অব.) আবুল ফজল মো. সানাউল্লাহর সঙ্গে আরেক দফা বৈঠক করেন। bbox=[941, 2015, 1102, 2060]
paragraph-text: তা নিয়ে মোবাইল নম্বর নিশ্চিত করবেন। এরপর নিজের ছবি তুলে দিতে হবে জাতীয় পরিচয়পত্র (এনআইডি হাতে নিয়ে সেলফি তুলতে হবে। পরবর্তীতে দিতে হবে এনআইডির ছবি। এরপর পাসপোর্ট থাকলে তার ছবি দিতে হবে। সর্বশেষে বিদেশে অবস্থানের বর্তমান ঠিকানার তথ্য দিলেই কাজ শেষ। সিস্টেম থেকে সব তথ্য যাচাই করে সত্যতা মিললে “আপনি এখন নিবন্ধিত” এমন লেখা প্রদর্শিত হয়ে যাবে। bbox=[55, 1965, 393, 2022]
article-body bbox=[1121, 579, 1457, 1047]
article-gold-price bbox=[1121, 195, 1457, 538]
